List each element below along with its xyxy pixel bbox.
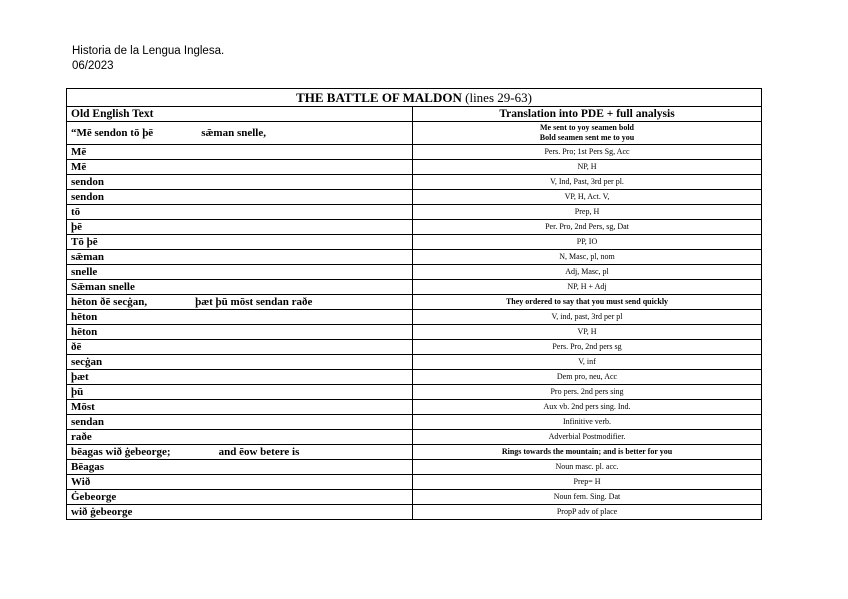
old-english-text: þē — [71, 221, 82, 233]
old-english-cell — [67, 385, 413, 400]
old-english-text: þæt — [71, 371, 89, 383]
old-english-cell — [67, 355, 413, 370]
old-english-text: Mē — [71, 146, 87, 158]
column-header-row — [67, 107, 762, 122]
poem-title: THE BATTLE OF MALDON — [296, 90, 462, 105]
old-english-text: snelle — [71, 266, 98, 278]
table-row — [67, 235, 762, 250]
translation-text: PP, IO — [576, 237, 598, 246]
table-row — [67, 505, 762, 520]
table-row — [67, 400, 762, 415]
old-english-text: Mōst — [71, 401, 95, 413]
old-english-text: sendon — [71, 191, 105, 203]
translation-text: V, inf — [578, 357, 596, 366]
old-english-cell — [67, 445, 413, 460]
old-english-cell — [67, 415, 413, 430]
translation-cell — [413, 235, 762, 250]
table-row — [67, 325, 762, 340]
translation-text: Infinitive verb. — [563, 417, 611, 426]
document-header — [72, 44, 224, 74]
old-english-cell — [67, 295, 413, 310]
translation-cell — [413, 160, 762, 175]
translation-text: VP, H — [577, 327, 597, 336]
translation-text: V, ind, past, 3rd per pl — [551, 312, 623, 321]
col-header-old-english: Old English Text — [67, 107, 413, 122]
translation-text: Per. Pro, 2nd Pers, sg, Dat — [545, 222, 629, 231]
table-row — [67, 122, 762, 145]
table-row — [67, 310, 762, 325]
translation-cell — [413, 190, 762, 205]
translation-cell — [413, 265, 762, 280]
table-row — [67, 340, 762, 355]
translation-cell — [413, 295, 762, 310]
translation-cell — [413, 310, 762, 325]
old-english-text: Wið — [71, 476, 91, 488]
table-row — [67, 250, 762, 265]
old-english-text: hēton — [71, 326, 98, 338]
table-row — [67, 445, 762, 460]
translation-text: N, Masc, pl, nom — [559, 252, 615, 261]
translation-text: PropP adv of place — [556, 507, 618, 516]
table-row — [67, 430, 762, 445]
translation-text-alt: Bold seamen sent me to you — [539, 133, 635, 142]
translation-text: Adj, Masc, pl — [565, 267, 609, 276]
old-english-cell — [67, 325, 413, 340]
table-row — [67, 265, 762, 280]
old-english-text-second-half: and ēow betere is — [218, 446, 300, 458]
old-english-text: sǣman — [71, 251, 105, 263]
translation-cell — [413, 250, 762, 265]
table-row — [67, 220, 762, 235]
table-title — [67, 89, 762, 107]
old-english-cell — [67, 205, 413, 220]
translation-cell — [413, 220, 762, 235]
translation-text: Noun masc. pl. acc. — [555, 462, 619, 471]
old-english-text: sendon — [71, 176, 105, 188]
old-english-cell — [67, 220, 413, 235]
table-row — [67, 490, 762, 505]
old-english-cell — [67, 250, 413, 265]
old-english-cell — [67, 400, 413, 415]
old-english-cell — [67, 175, 413, 190]
old-english-text: þū — [71, 386, 84, 398]
table-row — [67, 460, 762, 475]
translation-cell — [413, 355, 762, 370]
translation-text: Pers. Pro, 2nd pers sg — [552, 342, 622, 351]
table-row — [67, 160, 762, 175]
table-row — [67, 475, 762, 490]
old-english-cell — [67, 505, 413, 520]
translation-cell — [413, 340, 762, 355]
old-english-cell — [67, 160, 413, 175]
translation-cell — [413, 280, 762, 295]
old-english-text: Ġebeorge — [71, 491, 117, 503]
old-english-cell — [67, 280, 413, 295]
translation-cell — [413, 415, 762, 430]
old-english-text: secġan — [71, 356, 103, 368]
translation-cell — [413, 460, 762, 475]
translation-text: NP, H — [577, 162, 597, 171]
old-english-cell — [67, 265, 413, 280]
old-english-cell — [67, 340, 413, 355]
table-row — [67, 385, 762, 400]
table-row — [67, 415, 762, 430]
table-row — [67, 175, 762, 190]
old-english-text: sendan — [71, 416, 105, 428]
old-english-cell — [67, 370, 413, 385]
table-row — [67, 190, 762, 205]
old-english-cell — [67, 145, 413, 160]
old-english-text: tō — [71, 206, 81, 218]
old-english-text-second-half: sǣman snelle, — [201, 127, 266, 139]
translation-cell — [413, 145, 762, 160]
translation-text: Pers. Pro; 1st Pers Sg, Acc — [544, 147, 630, 156]
old-english-cell — [67, 490, 413, 505]
translation-text: VP, H, Act. V, — [564, 192, 610, 201]
document-date: 06/2023 — [72, 60, 114, 72]
translation-text: Adverbial Postmodifier. — [548, 432, 626, 441]
old-english-text: hēton ðē secġan, — [71, 296, 148, 308]
course-title: Historia de la Lengua Inglesa. — [72, 45, 225, 57]
old-english-cell — [67, 475, 413, 490]
translation-text: Dem pro, neu, Acc — [556, 372, 618, 381]
table-row — [67, 295, 762, 310]
col-header-translation: Translation into PDE + full analysis — [413, 107, 762, 122]
old-english-text: hēton — [71, 311, 98, 323]
old-english-text: Mē — [71, 161, 87, 173]
translation-cell — [413, 490, 762, 505]
translation-cell — [413, 430, 762, 445]
translation-text: Prep, H — [574, 207, 600, 216]
old-english-text: ðē — [71, 341, 82, 353]
translation-cell — [413, 175, 762, 190]
old-english-text: Sǣman snelle — [71, 281, 135, 293]
translation-text: Me sent to yoy seamen bold — [540, 123, 634, 132]
old-english-cell — [67, 122, 413, 145]
table-row — [67, 280, 762, 295]
old-english-cell — [67, 190, 413, 205]
translation-text: V, Ind, Past, 3rd per pl. — [550, 177, 624, 186]
old-english-cell — [67, 430, 413, 445]
old-english-text: bēagas wið ġebeorge; — [71, 446, 171, 458]
translation-cell — [413, 505, 762, 520]
table-title-row — [67, 89, 762, 107]
old-english-text-second-half: þæt þū mōst sendan raðe — [195, 296, 313, 308]
old-english-text: wið ġebeorge — [71, 506, 133, 518]
translation-cell — [413, 122, 762, 145]
old-english-text: Bēagas — [71, 461, 104, 473]
old-english-cell — [67, 460, 413, 475]
translation-cell — [413, 325, 762, 340]
translation-cell — [413, 400, 762, 415]
translation-cell — [413, 475, 762, 490]
old-english-cell — [67, 235, 413, 250]
translation-text: Aux vb. 2nd pers sing. Ind. — [543, 402, 631, 411]
translation-text: They ordered to say that you must send quickly — [505, 297, 669, 306]
translation-cell — [413, 205, 762, 220]
translation-text: NP, H + Adj — [567, 282, 607, 291]
old-english-text: raðe — [71, 431, 92, 443]
table-row — [67, 205, 762, 220]
old-english-text: Tō þē — [71, 236, 98, 248]
translation-text: Prep= H — [573, 477, 601, 486]
analysis-table — [66, 88, 762, 520]
table-row — [67, 355, 762, 370]
translation-text: Pro pers. 2nd pers sing — [550, 387, 624, 396]
table-row — [67, 370, 762, 385]
poem-lines: (lines 29-63) — [465, 90, 532, 105]
translation-cell — [413, 385, 762, 400]
translation-text: Noun fem. Sing. Dat — [553, 492, 621, 501]
old-english-text: “Mē sendon tō þē — [71, 127, 154, 139]
translation-cell — [413, 370, 762, 385]
old-english-cell — [67, 310, 413, 325]
translation-text: Rings towards the mountain; and is better for you — [501, 447, 673, 456]
table-row — [67, 145, 762, 160]
translation-cell — [413, 445, 762, 460]
